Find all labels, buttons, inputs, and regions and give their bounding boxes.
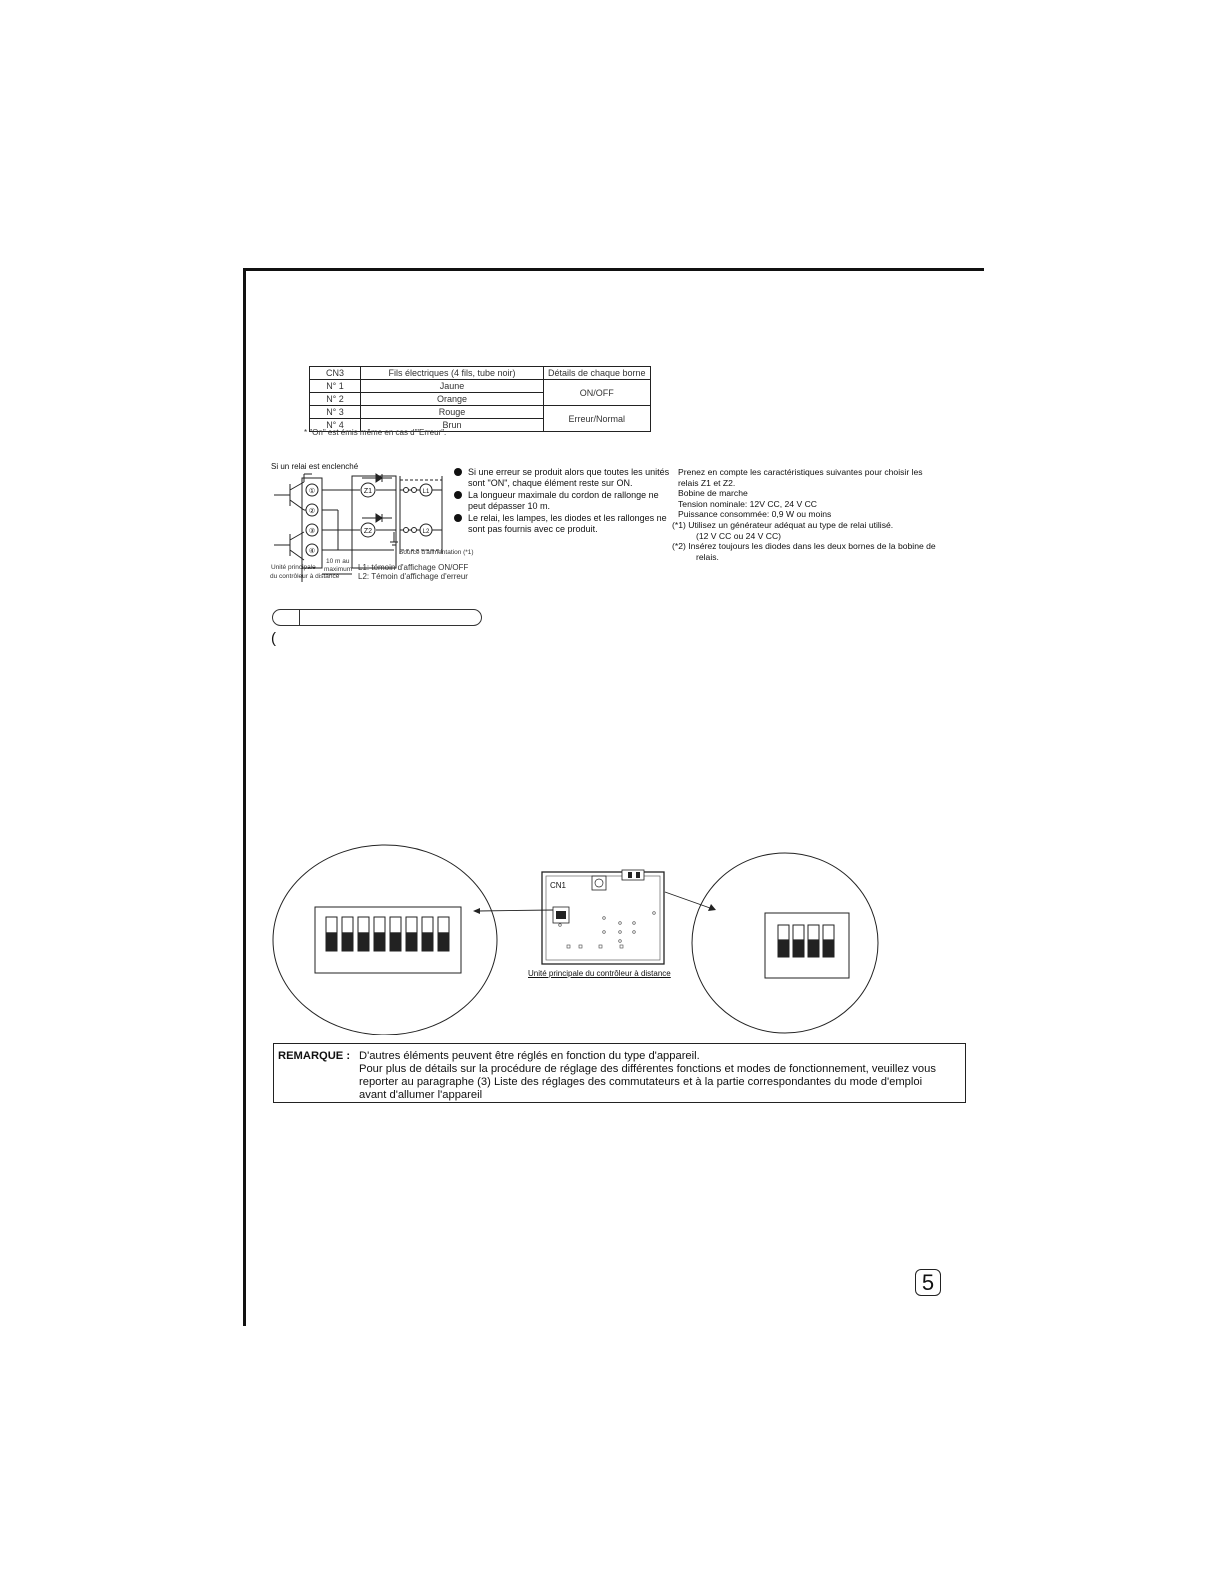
relay-notes-list <box>454 467 674 536</box>
dip-switch-lever <box>374 932 385 951</box>
relay-specifications <box>672 467 978 562</box>
dip-switch-lever <box>438 932 449 951</box>
terminal-no: N° 1 <box>310 380 361 393</box>
wire-color: Orange <box>361 393 544 406</box>
relay-diagram-title: Si un relai est enclenché <box>271 462 359 471</box>
dip-switch-lever <box>422 932 433 951</box>
relay-z1-label: Z1 <box>363 488 373 495</box>
header-wires: Fils électriques (4 fils, tube noir) <box>361 367 544 380</box>
remark-text <box>359 1050 959 1102</box>
remark-label: REMARQUE : <box>278 1050 351 1062</box>
table-header-row <box>310 367 651 380</box>
terminal-4-label: ④ <box>308 548 316 555</box>
relay-z2-label: Z2 <box>363 528 373 535</box>
table-row <box>310 406 651 419</box>
remark-line: avant d'allumer l'appareil <box>359 1089 483 1101</box>
connector-label: CN1 <box>550 881 567 890</box>
remark-line: D'autres éléments peuvent être réglés en fonction du type d'appareil. <box>359 1050 700 1062</box>
table-row <box>310 380 651 393</box>
specs-intro-line1: Prenez en compte les caractéristiques suivantes pour choisir les <box>678 467 923 477</box>
specs-note2-cont: relais. <box>696 551 719 562</box>
list-item: La longueur maximale du cordon de rallonge ne peut dépasser 10 m. <box>454 490 674 512</box>
section-heading-bar <box>272 609 482 626</box>
dip-switch-lever <box>808 939 819 957</box>
lamp-l1-label: L1 <box>422 489 430 495</box>
dip-switch-lever <box>406 932 417 951</box>
page-number: 5 <box>915 1269 941 1296</box>
terminal-3-label: ③ <box>308 528 316 535</box>
dip-switch-lever <box>793 939 804 957</box>
lamp-legend-l1: L1: témoin d'affichage ON/OFF <box>358 563 469 572</box>
list-item: Le relai, les lampes, les diodes et les rallonges ne sont pas fournis avec ce produit. <box>454 513 674 535</box>
cn3-wiring-table <box>309 366 651 432</box>
specs-note2: (*2) Insérez toujours les diodes dans les deux bornes de la bobine de <box>672 541 936 552</box>
terminal-2-label: ② <box>308 508 316 515</box>
terminal-no: N° 4 <box>310 419 361 432</box>
remark-line: Pour plus de détails sur la procédure de réglage des différentes fonctions et modes de fonctionnement, veuillez vous <box>359 1063 936 1075</box>
lamp-l2-label: L2 <box>422 529 430 535</box>
specs-intro-line2: relais Z1 et Z2. <box>678 477 736 488</box>
terminal-no: N° 2 <box>310 393 361 406</box>
wire-color: Brun <box>361 419 544 432</box>
remark-box <box>273 1043 966 1103</box>
length-label-line1: 10 m au <box>326 558 350 565</box>
specs-power: Puissance consommée: 0,9 W ou moins <box>678 509 832 520</box>
specs-note1-cont: (12 V CC ou 24 V CC) <box>696 530 782 541</box>
dip-switch-lever <box>778 939 789 957</box>
power-source-label: Source d'alimentation (*1) <box>399 549 474 556</box>
wire-color: Jaune <box>361 380 544 393</box>
specs-voltage: Tension nominale: 12V CC, 24 V CC <box>678 498 818 509</box>
dip-switch-lever <box>358 932 369 951</box>
dip-switch-diagram <box>270 840 950 1035</box>
lamp-legend-l2: L2: Témoin d'affichage d'erreur <box>358 572 468 581</box>
terminal-no: N° 3 <box>310 406 361 419</box>
dip-switch-lever <box>823 939 834 957</box>
terminal-detail: Erreur/Normal <box>544 406 651 432</box>
header-cn3: CN3 <box>310 367 361 380</box>
top-rule <box>243 268 984 271</box>
dip-switch-lever <box>326 932 337 951</box>
header-details: Détails de chaque borne <box>544 367 651 380</box>
paren-fragment: ( <box>271 630 276 647</box>
terminal-1-label: ① <box>308 488 316 495</box>
table-footnote: * "On" est émis même en cas d'"Erreur". <box>304 428 447 437</box>
specs-coil: Bobine de marche <box>678 488 748 499</box>
remark-line: reporter au paragraphe (3) Liste des réglages des commutateurs et à la partie correspondantes du mode d'emploi <box>359 1076 923 1088</box>
left-rule <box>243 268 246 1326</box>
length-label-line2: maximum <box>324 566 353 573</box>
wire-color: Rouge <box>361 406 544 419</box>
list-item: Si une erreur se produit alors que toutes les unités sont "ON", chaque élément reste sur ON. <box>454 467 674 489</box>
specs-note1: (*1) Utilisez un générateur adéquat au type de relai utilisé. <box>672 519 894 530</box>
unit-label-line1: Unité principale <box>271 564 316 571</box>
unit-label-line2: du contrôleur à distance <box>270 573 340 580</box>
terminal-detail: ON/OFF <box>544 380 651 406</box>
board-caption: Unité principale du contrôleur à distance <box>528 969 671 978</box>
dip-switch-lever <box>390 932 401 951</box>
dip-switch-lever <box>342 932 353 951</box>
